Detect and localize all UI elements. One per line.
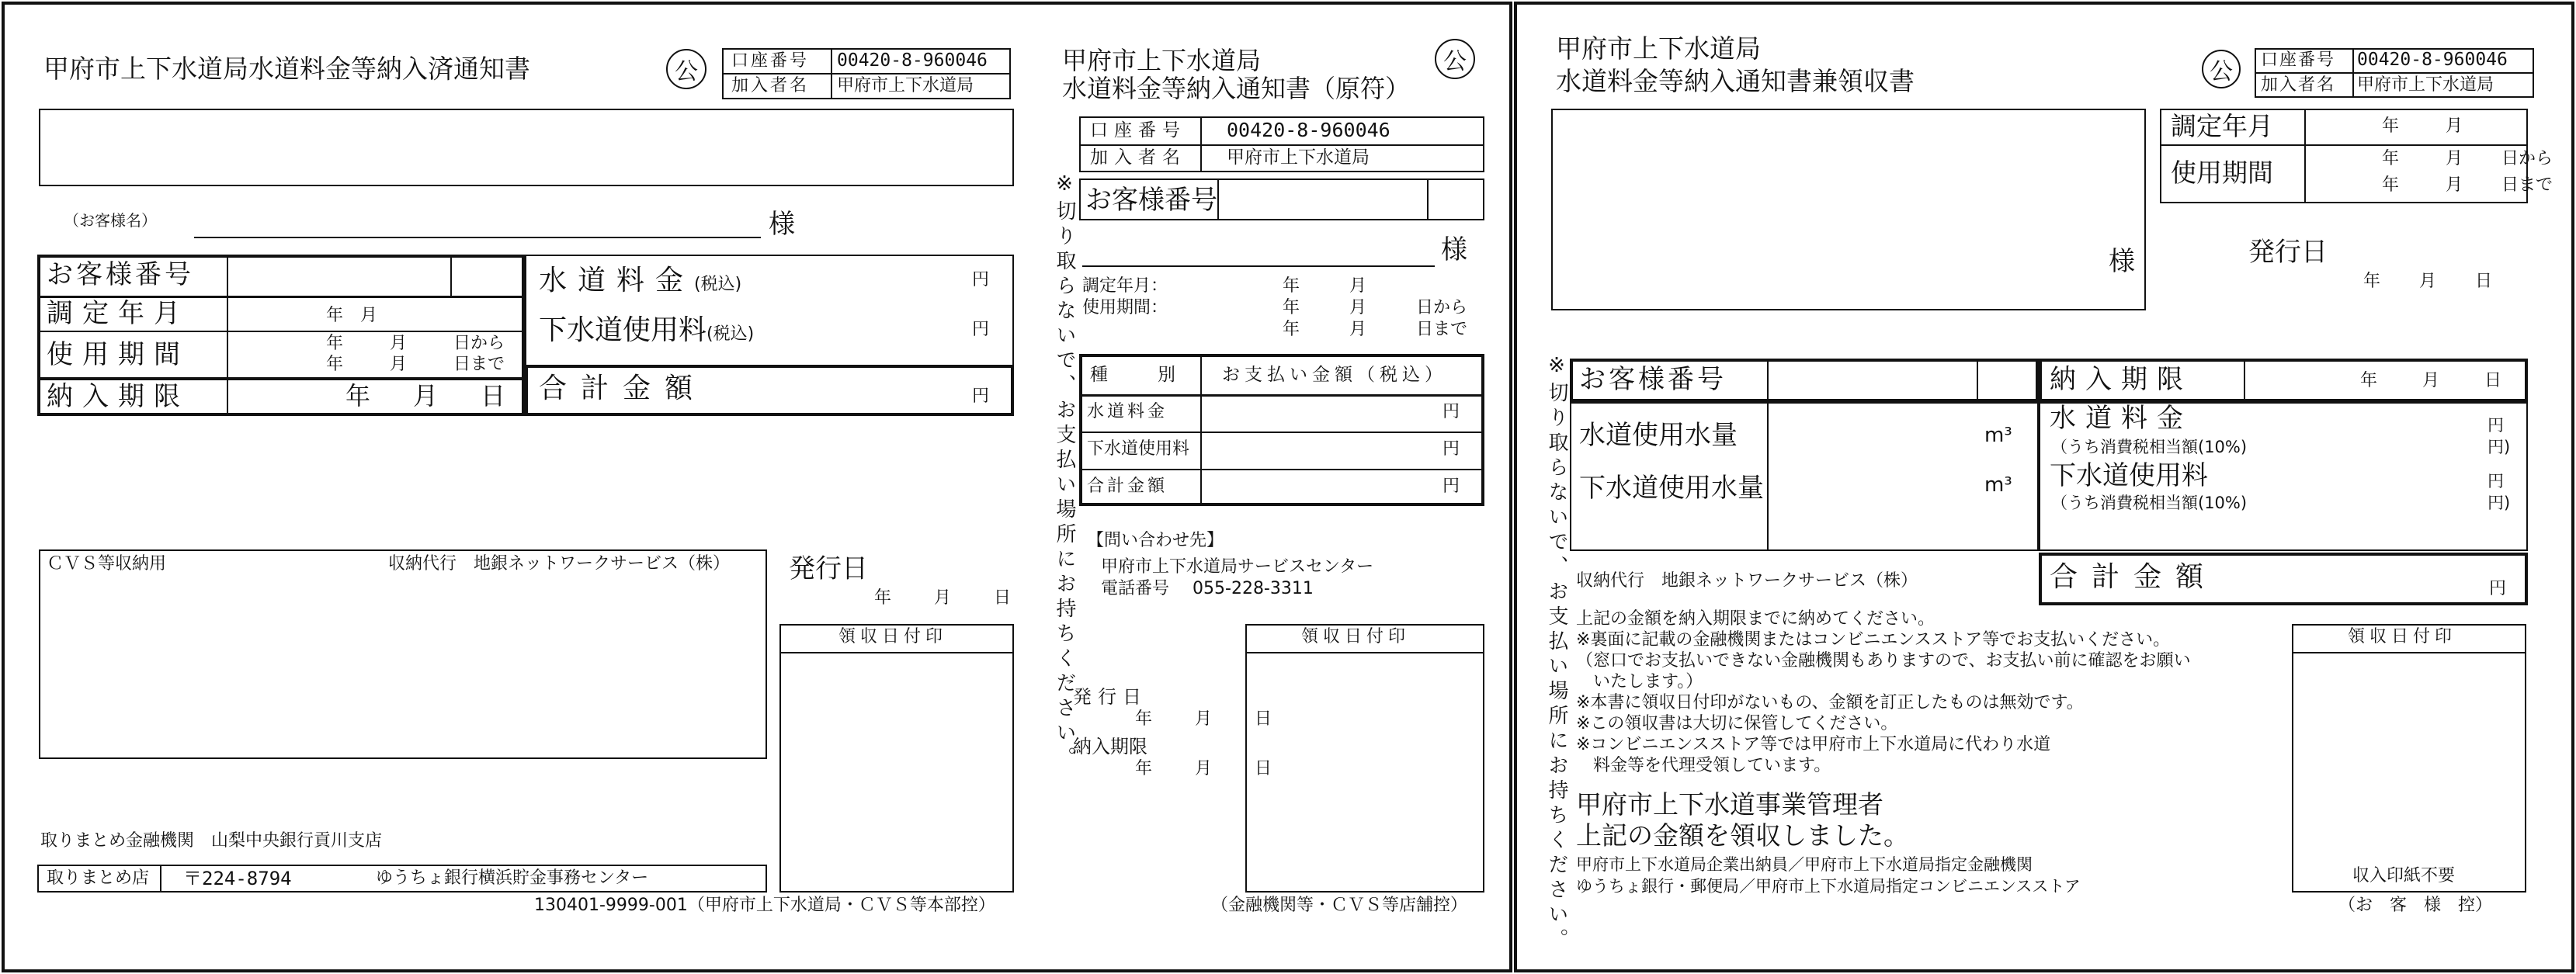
due-date-label-3: 納入期限 [2050, 364, 2192, 395]
water-fee-yen: 円 [972, 270, 990, 289]
sama-label-3: 様 [2109, 246, 2135, 277]
payment-head-kind: 種 別 [1090, 365, 1180, 385]
note-line: いたします。） [1576, 672, 1703, 692]
part2-title-line2: 水道料金等納入通知書（原符） [1062, 74, 1411, 103]
bank-label: 取りまとめ金融機関 山梨中央銀行貢川支店 [40, 831, 383, 851]
account-label-3: 口座番号 [2261, 50, 2336, 70]
usage-from: 年 月 日から [326, 334, 505, 353]
account-label-2: 口座番号 [1090, 120, 1186, 140]
subscriber-label: 加入者名 [731, 76, 810, 95]
address-box-3 [1551, 109, 2146, 310]
issue-date-value-2: 年 月 日 [1135, 709, 1272, 729]
account-value-2: 00420-8-960046 [1227, 119, 1390, 141]
part1-footer: 130401-9999-001（甲府市上下水道局・ＣＶＳ等本部控） [534, 896, 995, 915]
part1-title: 甲府市上下水道局水道料金等納入済通知書 [43, 54, 530, 84]
receipt-stamp-label-1: 領収日付印 [838, 627, 948, 646]
part3-title-line1: 甲府市上下水道局 [1556, 33, 1761, 64]
phone-label: 電話番号 055-228-3311 [1101, 579, 1314, 598]
payment-head-amount: お支払い金額（税込） [1222, 365, 1447, 385]
due-date-value: 年 月 日 [345, 381, 506, 411]
payment-row-water-yen: 円 [1442, 402, 1460, 421]
issue-date-label-3: 発行日 [2248, 237, 2328, 268]
sewer-usage-label: 下水道使用水量 [1579, 473, 1764, 504]
agent-label-3: 収納代行 地銀ネットワークサービス（株） [1576, 571, 1918, 591]
receipt-stamp-label-2: 領収日付印 [1301, 627, 1411, 646]
name-line-2 [1082, 265, 1435, 267]
sama-label-2: 様 [1441, 234, 1467, 265]
customer-name-line [194, 237, 761, 238]
part3-footer: （お 客 様 控） [2338, 896, 2493, 915]
seal-text-2: 公 [1443, 48, 1467, 75]
receipt-stamp-box-3 [2292, 624, 2526, 893]
payment-row-sewer: 下水道使用料 [1087, 439, 1190, 459]
account-value: 00420-8-960046 [837, 50, 988, 71]
cut-note-1: ※切り取らないで、お支払い場所にお持ちください。 [1053, 172, 1076, 771]
note-line: ※本書に領収日付印がないもの、金額を訂正したものは無効です。 [1576, 693, 2084, 712]
issue-date-value-3: 年 月 日 [2363, 272, 2493, 291]
water-fee-tax-3: （うち消費税相当額(10%) [2051, 438, 2248, 456]
sewer-fee-tax-yen-3: 円) [2487, 494, 2511, 512]
cvs-label: ＣＶＳ等収納用 [47, 554, 167, 574]
issue-date-label-2: 発行日 [1073, 686, 1147, 708]
customer-no-label-2: お客様番号 [1085, 185, 1217, 216]
usage-period-label-2: 使用期間： [1082, 298, 1168, 317]
water-usage-label: 水道使用水量 [1579, 420, 1738, 451]
public-seal-icon [666, 49, 706, 89]
total-label: 合計金額 [539, 373, 707, 404]
billing-month-value-3: 年 月 [2382, 116, 2463, 136]
account-value-3: 00420-8-960046 [2357, 50, 2508, 70]
branch-value: ゆうちょ銀行横浜貯金事務センター [376, 868, 649, 888]
seal-text-3: 公 [2210, 58, 2233, 85]
payment-row-total-yen: 円 [1442, 477, 1460, 496]
small-line-1: 甲府市上下水道局企業出納員／甲府市上下水道局指定金融機関 [1576, 855, 2033, 874]
branch-label: 取りまとめ店 [47, 868, 150, 888]
inquiry-label: 【問い合わせ先】 [1087, 531, 1224, 550]
payment-row-water: 水道料金 [1087, 402, 1168, 421]
billing-month-value-2: 年 月 [1283, 276, 1367, 296]
note-line: 料金等を代理受領しています。 [1576, 756, 1831, 775]
account-label: 口座番号 [731, 51, 810, 71]
sewer-fee-yen: 円 [972, 320, 990, 339]
cut-note-2: ※切り取らないで、お支払い場所にお持ちください。 [1545, 354, 1568, 953]
note-line: ※この領収書は大切に保管してください。 [1576, 714, 1898, 733]
public-seal-icon-3 [2202, 50, 2241, 88]
due-date-label-2: 納入期限 [1073, 736, 1147, 757]
water-fee-tax-yen-3: 円) [2487, 438, 2511, 456]
note-line: ※コンビニエンスストア等では甲府市上下水道局に代わり水道 [1576, 735, 2051, 754]
customer-no-label: お客様番号 [47, 259, 194, 290]
sewer-fee-label-3: 下水道使用料 [2050, 460, 2208, 491]
payment-row-total: 合計金額 [1087, 477, 1168, 496]
manager-label: 甲府市上下水道事業管理者 [1576, 789, 1883, 820]
receipt-stamp-box-1 [779, 624, 1014, 893]
total-label-3: 合計金額 [2050, 561, 2218, 593]
part2-title-line1: 甲府市上下水道局 [1062, 46, 1262, 75]
subscriber-label-3: 加入者名 [2261, 75, 2336, 95]
usage-period-label-3: 使用期間 [2171, 158, 2273, 188]
sewer-fee-label: 下水道使用料(税込) [539, 314, 755, 346]
usage-to-2: 年 月 日まで [1283, 320, 1468, 339]
subscriber-label-2: 加入者名 [1090, 147, 1186, 168]
address-box [39, 109, 1014, 186]
inquiry-center: 甲府市上下水道局サービスセンター [1101, 557, 1374, 577]
due-date-label: 納入期限 [47, 381, 189, 412]
water-fee-label-3: 水道料金 [2050, 403, 2192, 434]
water-usage-unit: m³ [1984, 424, 2012, 447]
subscriber-value-3: 甲府市上下水道局 [2357, 75, 2494, 95]
received-label: 上記の金額を領収しました。 [1576, 820, 1909, 851]
due-date-value-3: 年 月 日 [2360, 371, 2502, 390]
sama-label: 様 [769, 209, 795, 240]
total-yen-3: 円 [2489, 579, 2507, 598]
issue-date-value: 年 月 日 [874, 588, 1012, 608]
note-line: （窓口でお支払いできない金融機関もありますので、お支払い前に確認をお願い [1576, 651, 2191, 671]
receipt-stamp-label-3: 領収日付印 [2348, 627, 2457, 646]
billing-month-label: 調定年月 [47, 298, 189, 329]
note-line: ※裏面に記載の金融機関またはコンビニエンスストア等でお支払いください。 [1576, 630, 2171, 650]
branch-postal: 〒224-8794 [183, 868, 292, 889]
usage-to: 年 月 日まで [326, 355, 505, 374]
small-line-2: ゆうちょ銀行・郵便局／甲府市上下水道局指定コンビニエンスストア [1576, 877, 2081, 896]
public-seal-icon-2 [1435, 39, 1475, 79]
sewer-fee-tax-3: （うち消費税相当額(10%) [2051, 494, 2248, 512]
usage-from-2: 年 月 日から [1283, 298, 1468, 317]
billing-month-label-3: 調定年月 [2171, 111, 2273, 141]
no-stamp-label: 収入印紙不要 [2352, 866, 2456, 886]
usage-to-3: 年 月 日まで [2382, 175, 2553, 195]
water-fee-yen-3: 円 [2487, 416, 2504, 435]
cvs-agent: 収納代行 地銀ネットワークサービス（株） [388, 554, 731, 574]
sewer-usage-unit: m³ [1984, 473, 2012, 497]
cvs-box [39, 549, 767, 759]
receipt-stamp-box-2 [1245, 624, 1484, 893]
subscriber-value-2: 甲府市上下水道局 [1227, 147, 1370, 168]
note-line: 上記の金額を納入期限までに納めてください。 [1576, 609, 1935, 629]
usage-period-label: 使用期間 [47, 339, 189, 370]
notes-block [1576, 608, 2191, 776]
seal-text: 公 [675, 58, 698, 85]
billing-month-label-2: 調定年月： [1082, 276, 1168, 296]
customer-name-label: （お客様名） [64, 211, 157, 230]
usage-from-3: 年 月 日から [2382, 149, 2553, 168]
subscriber-value: 甲府市上下水道局 [837, 76, 974, 95]
billing-month-value: 年 月 [326, 306, 378, 325]
part2-footer: （金融機関等・ＣＶＳ等店舗控） [1211, 896, 1468, 915]
water-fee-label: 水道料金(税込) [539, 265, 742, 296]
issue-date-label: 発行日 [789, 553, 868, 584]
part3-title-line2: 水道料金等納入通知書兼領収書 [1556, 66, 1915, 96]
sewer-fee-yen-3: 円 [2487, 472, 2504, 490]
payment-row-sewer-yen: 円 [1442, 439, 1460, 459]
due-date-value-2: 年 月 日 [1135, 759, 1272, 778]
total-yen: 円 [972, 386, 990, 406]
customer-no-label-3: お客様番号 [1579, 364, 1727, 395]
